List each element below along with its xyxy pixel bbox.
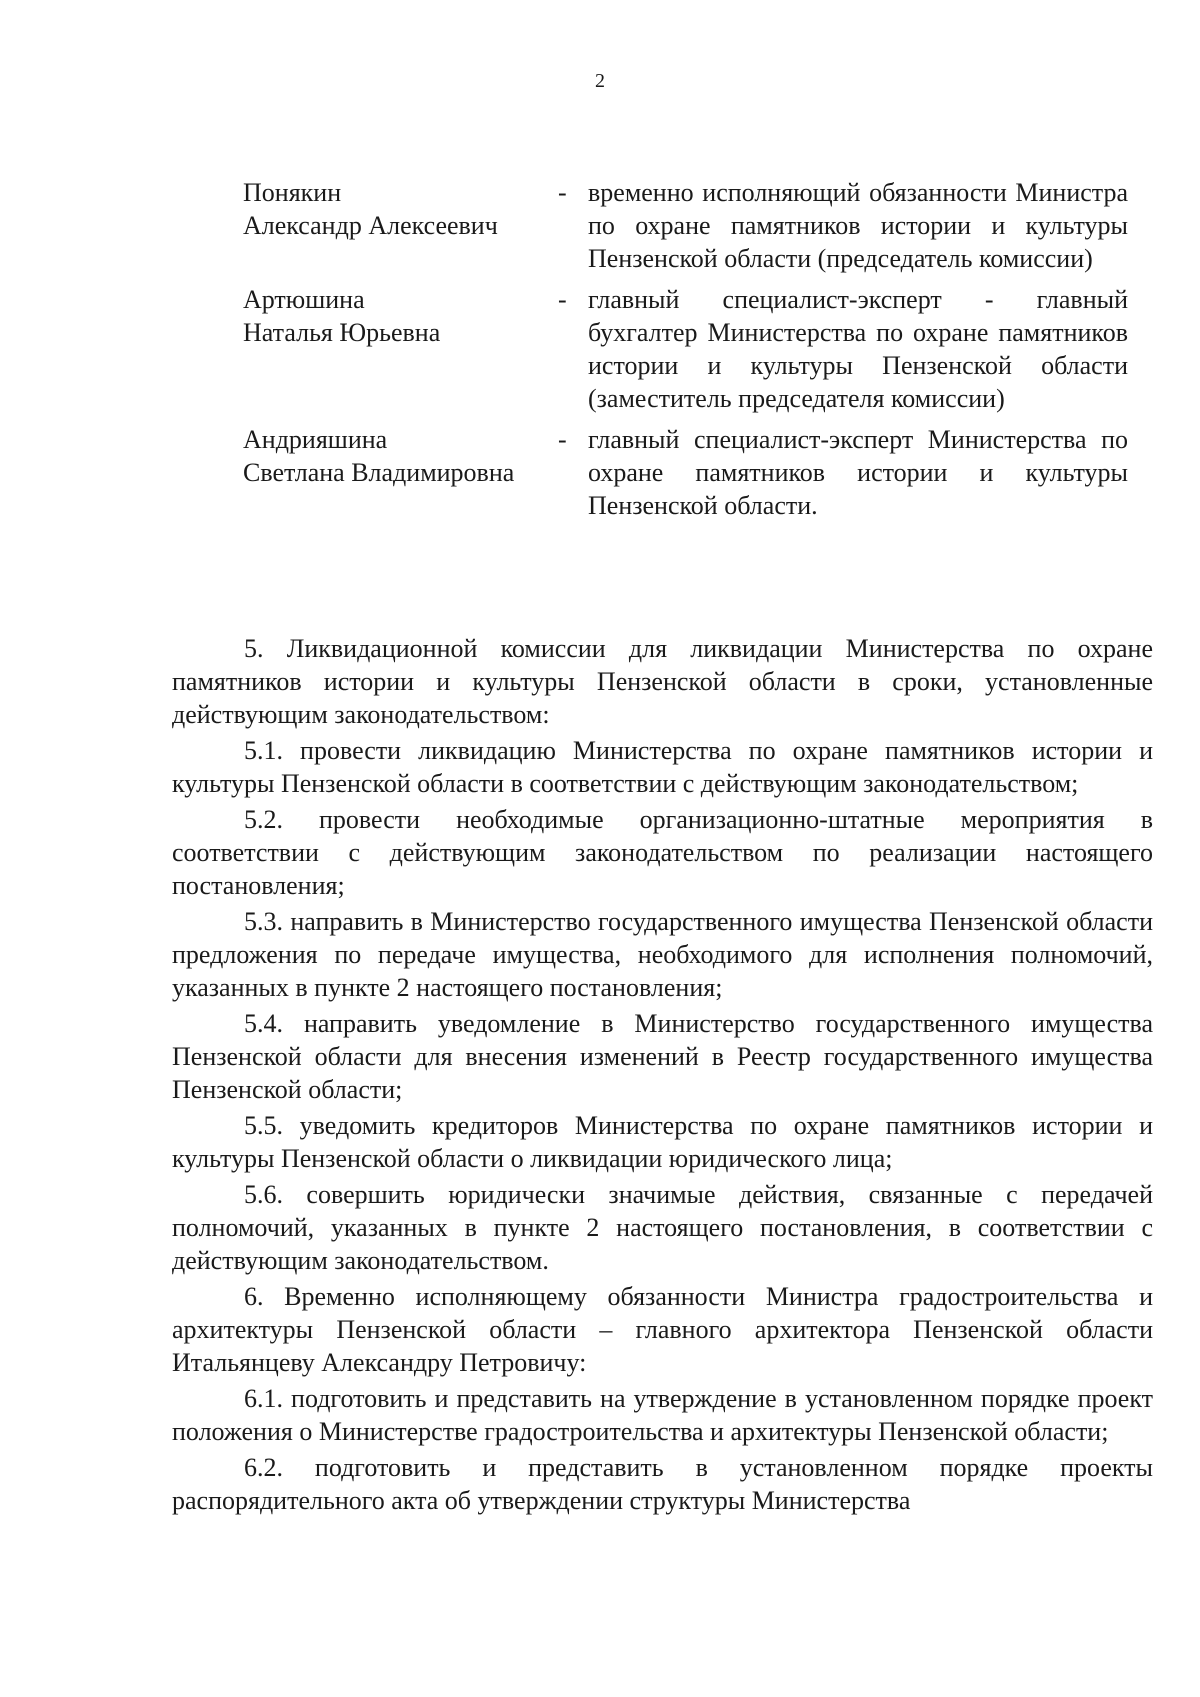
paragraph: 6.2. подготовить и представить в установленном порядке проекты распорядительного акта об утверждении структуры Министерства: [172, 1453, 1153, 1515]
paragraph: 5.5. уведомить кредиторов Министерства по охране памятников истории и культуры Пензенской области о ликвидации юридического лица;: [172, 1111, 1153, 1173]
commission-members: [243, 176, 1128, 530]
member-surname: Андрияшина: [243, 425, 388, 454]
member-row: [243, 176, 1128, 275]
member-dash: -: [558, 178, 567, 207]
member-role: главный специалист-эксперт - главный бухгалтер Министерства по охране памятников истории и культуры Пензенской области (заместитель председателя комиссии): [588, 285, 1128, 413]
member-given-names: Александр Алексеевич: [243, 211, 498, 240]
paragraph: 6. Временно исполняющему обязанности Министра градостроительства и архитектуры Пензенской области – главного архитектора Пензенской области Итальянцеву Александру Петровичу:: [172, 1282, 1153, 1377]
member-role: временно исполняющий обязанности Министра по охране памятников истории и культуры Пензенской области (председатель комиссии): [588, 178, 1128, 273]
paragraph: 5.6. совершить юридически значимые действия, связанные с передачей полномочий, указанных в пункте 2 настоящего постановления, в соответствии с действующим законодательством.: [172, 1180, 1153, 1275]
decree-body: [172, 632, 1153, 1520]
member-given-names: Светлана Владимировна: [243, 458, 515, 487]
member-surname: Артюшина: [243, 285, 365, 314]
paragraph: 6.1. подготовить и представить на утверждение в установленном порядке проект положения о Министерстве градостроительства и архитектуры Пензенской области;: [172, 1384, 1153, 1446]
member-name: [243, 423, 558, 522]
paragraph: 5.2. провести необходимые организационно-штатные мероприятия в соответствии с действующим законодательством по реализации настоящего постановления;: [172, 805, 1153, 900]
member-role: главный специалист-эксперт Министерства по охране памятников истории и культуры Пензенской области.: [588, 425, 1128, 520]
member-dash: -: [558, 425, 567, 454]
member-name: [243, 176, 558, 275]
member-dash: -: [558, 285, 567, 314]
member-given-names: Наталья Юрьевна: [243, 318, 441, 347]
member-row: [243, 423, 1128, 522]
member-surname: Понякин: [243, 178, 342, 207]
paragraph: 5.1. провести ликвидацию Министерства по охране памятников истории и культуры Пензенской области в соответствии с действующим законодательством;: [172, 736, 1153, 798]
paragraph: 5. Ликвидационной комиссии для ликвидации Министерства по охране памятников истории и культуры Пензенской области в сроки, установленные действующим законодательством:: [172, 634, 1153, 729]
paragraph: 5.3. направить в Министерство государственного имущества Пензенской области предложения по передаче имущества, необходимого для исполнения полномочий, указанных в пункте 2 настоящего постановления;: [172, 907, 1153, 1002]
paragraph: 5.4. направить уведомление в Министерство государственного имущества Пензенской области для внесения изменений в Реестр государственного имущества Пензенской области;: [172, 1009, 1153, 1104]
page-number: 2: [595, 70, 605, 92]
member-row: [243, 283, 1128, 415]
member-name: [243, 283, 558, 415]
